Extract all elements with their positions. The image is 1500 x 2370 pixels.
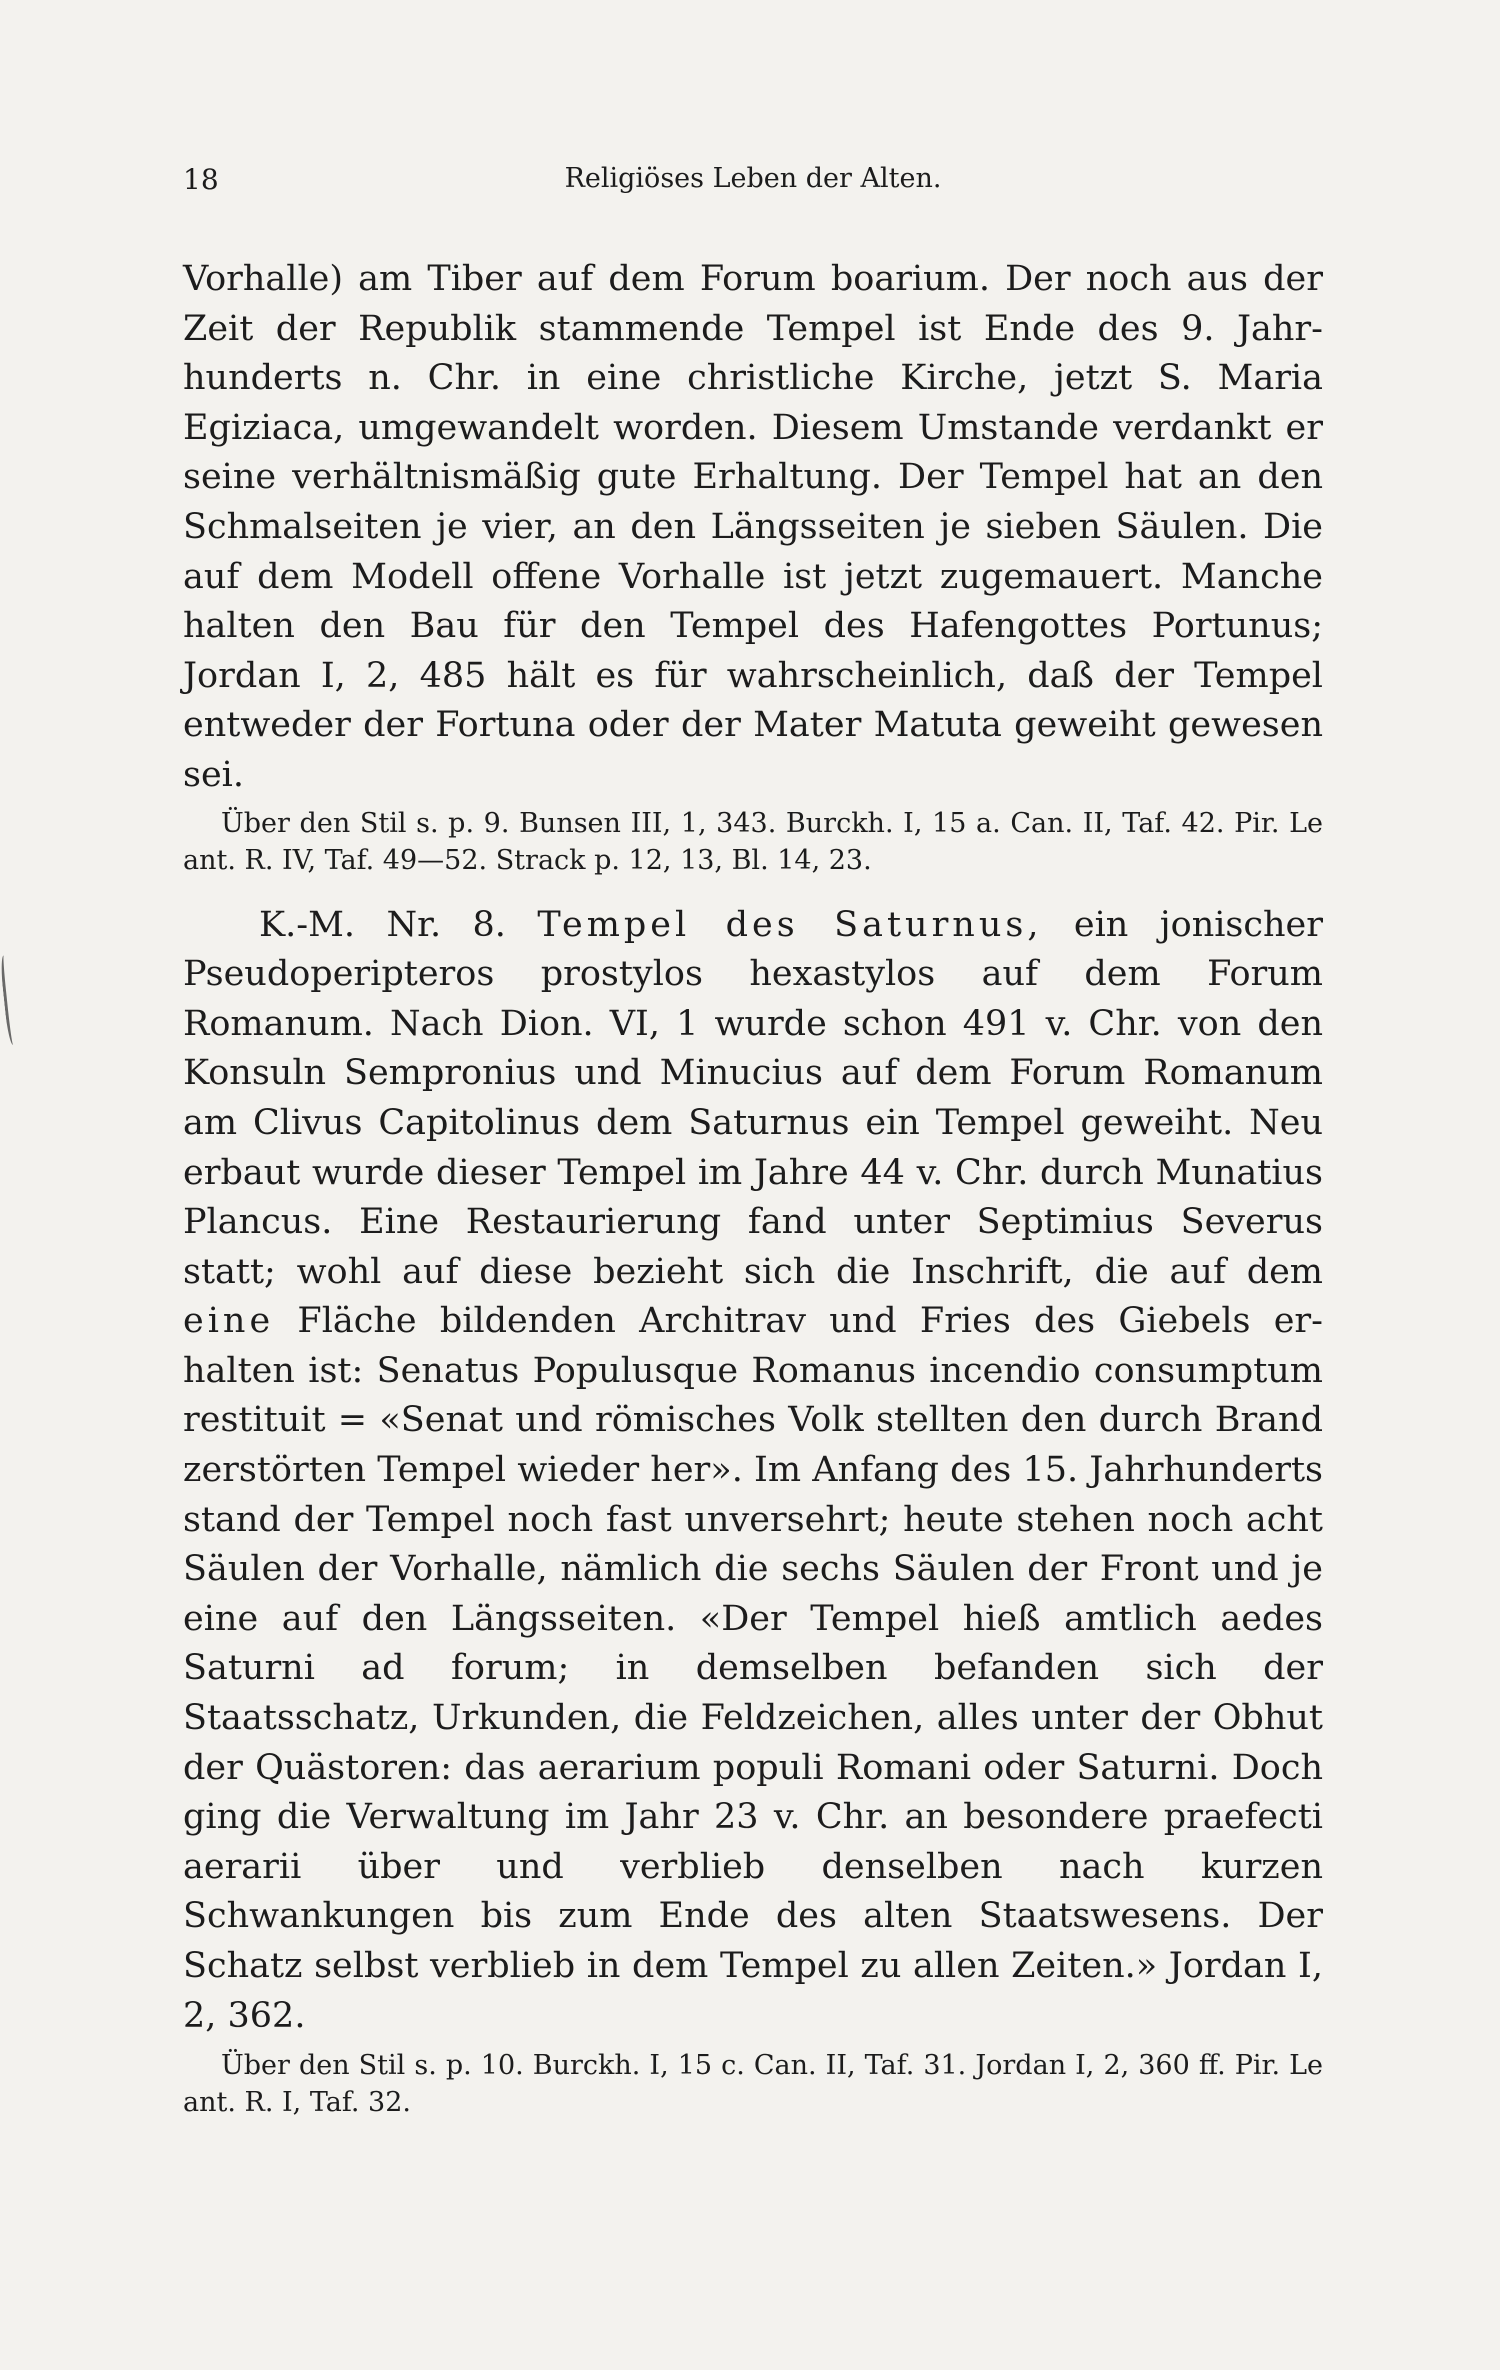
paragraph-temple-portunus: Vorhalle) am Tiber auf dem Forum boarium. Der noch aus der Zeit der Republik stammende Tempel ist Ende des 9. Jahrhunderts n. Chr. in eine christliche Kirche, jetzt S. Maria Egiziaca, umgewandelt worden. Diesem Umstande verdankt er seine verhältnismäßig gute Erhaltung. Der Tempel hat an den Schmalseiten je vier, an den Längsseiten je sieben Säulen. Die auf dem Modell offene Vorhalle ist jetzt zugemauert. Manche halten den Bau für den Tempel des Hafengottes Portunus; Jordan I, 2, 485 hält es für wahrscheinlich, daß der Tempel entweder der Fortuna oder der Mater Matuta geweiht gewesen sei. [183,259,1323,795]
page-body [183,255,1323,2121]
paragraph-temple-saturn [183,901,1323,2042]
page-number: 18 [183,163,219,196]
paragraph-text-part-a: ein jonischer Pseudoperipteros prostylos hexastylos auf dem Forum Romanum. Nach Dion. VI, 1 wurde schon 491 v. Chr. von den Konsuln Sempronius und Minucius auf dem Forum Romanum am Clivus Capitolinus dem Saturnus ein Tempel geweiht. Neu erbaut wurde dieser Tempel im Jahre 44 v. Chr. durch Munatius Plancus. Eine Restaurierung fand unter Septimius Severus statt; wohl auf diese bezieht sich die Inschrift, die auf dem [183,904,1323,1292]
footnote-style-references-1: Über den Stil s. p. 9. Bunsen III, 1, 343. Burckh. I, 15 a. Can. II, Taf. 42. Pir. Le ant. R. IV, Taf. 49—52. Strack p. 12, 13, Bl. 14, 23. [183,807,1323,876]
page-header [183,163,1323,203]
margin-pen-mark [0,955,20,1046]
paragraph-text-part-b: Fläche bildenden Architrav und Fries des Giebels erhalten ist: Senatus Populusque Romanus incendio consumptum restituit = «Senat und römisches Volk stellten den durch Brand zerstörten Tempel wieder her». Im Anfang des 15. Jahrhunderts stand der Tempel noch fast unversehrt; heute stehen noch acht Säulen der Vorhalle, nämlich die sechs Säulen der Front und je eine auf den Längsseiten. «Der Tempel hieß amtlich aedes Saturni ad forum; in demselben befanden sich der Staatsschatz, Urkunden, die Feldzeichen, alles unter der Obhut der Quästoren: das aerarium populi Romani oder Saturni. Doch ging die Verwaltung im Jahr 23 v. Chr. an besondere praefecti aerarii über und verblieb denselben nach kurzen Schwankungen bis zum Ende des alten Staatswesens. Der Schatz selbst verblieb in dem Tempel zu allen Zeiten.» Jordan I, 2, 362. [183,1301,1323,2036]
footnote-style-references-2: Über den Stil s. p. 10. Burckh. I, 15 c. Can. II, Taf. 31. Jordan I, 2, 360 ff. Pir. Le ant. R. I, Taf. 32. [183,2050,1323,2119]
spaced-word-eine: eine [183,1301,275,1342]
temple-title: Tempel des Saturnus, [537,904,1043,945]
catalog-number: K.-M. Nr. 8. [259,904,506,945]
running-title: Religiöses Leben der Alten. [564,163,942,194]
